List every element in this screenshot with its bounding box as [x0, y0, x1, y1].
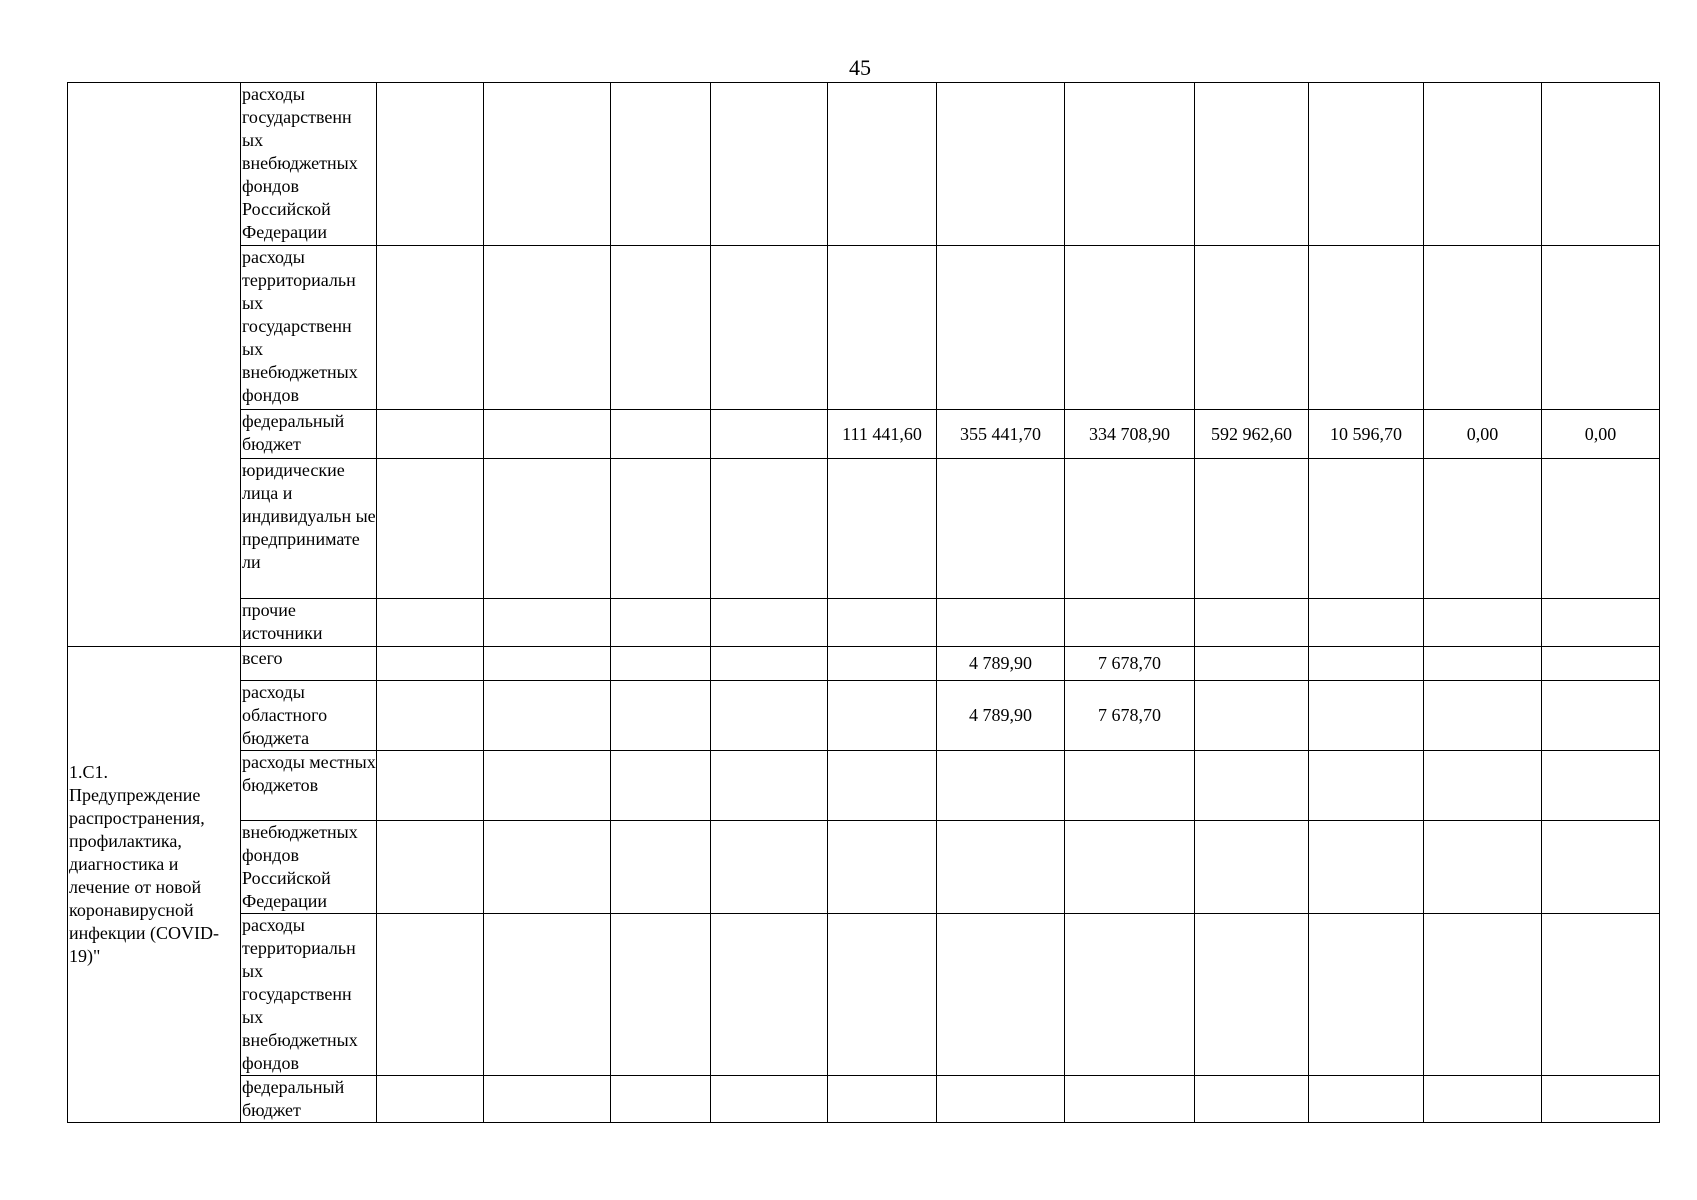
value-cell: [1542, 914, 1660, 1076]
value-cell: [1542, 681, 1660, 751]
table-row: [68, 681, 1660, 751]
value-cell: [828, 599, 937, 647]
value-cell: [1195, 599, 1309, 647]
value-cell: [711, 821, 828, 914]
table-row: [68, 83, 1660, 246]
value-cell: [828, 647, 937, 681]
table-row: [68, 914, 1660, 1076]
value-cell: [1065, 1076, 1195, 1123]
value-cell: [484, 599, 611, 647]
value-cell: [937, 83, 1065, 246]
value-cell: [1424, 1076, 1542, 1123]
value-cell: [1309, 599, 1424, 647]
value-cell: [1065, 246, 1195, 410]
value-cell: [1542, 1076, 1660, 1123]
value-cell: [484, 647, 611, 681]
value-cell: [711, 914, 828, 1076]
value-cell: [937, 914, 1065, 1076]
value-cell: 7 678,70: [1065, 681, 1195, 751]
value-cell: [1424, 83, 1542, 246]
table-row: [68, 459, 1660, 599]
value-cell: [1065, 914, 1195, 1076]
value-cell: [711, 459, 828, 599]
funding-source-cell: расходы территориальн ых государственн ых внебюджетных фондов: [241, 246, 377, 410]
value-cell: [484, 246, 611, 410]
value-cell: [377, 914, 484, 1076]
value-cell: [377, 410, 484, 459]
value-cell: [1424, 599, 1542, 647]
value-cell: [1195, 246, 1309, 410]
value-cell: [611, 1076, 711, 1123]
value-cell: 355 441,70: [937, 410, 1065, 459]
value-cell: [1424, 647, 1542, 681]
value-cell: [1309, 1076, 1424, 1123]
table-row: [68, 751, 1660, 821]
funding-source-cell: федеральный бюджет: [241, 1076, 377, 1123]
value-cell: [1424, 459, 1542, 599]
value-cell: [1309, 914, 1424, 1076]
value-cell: 4 789,90: [937, 681, 1065, 751]
value-cell: [1542, 751, 1660, 821]
value-cell: [484, 410, 611, 459]
value-cell: [611, 914, 711, 1076]
value-cell: [711, 246, 828, 410]
value-cell: 0,00: [1424, 410, 1542, 459]
value-cell: [711, 83, 828, 246]
value-cell: 0,00: [1542, 410, 1660, 459]
value-cell: [484, 459, 611, 599]
value-cell: [1065, 83, 1195, 246]
value-cell: [377, 83, 484, 246]
value-cell: [937, 599, 1065, 647]
budget-table: [67, 82, 1660, 1123]
value-cell: [1542, 599, 1660, 647]
value-cell: [828, 246, 937, 410]
value-cell: [711, 410, 828, 459]
activity-name: 1.C1. Предупреждение распространения, профилактика, диагностика и лечение от новой коронавирусной инфекции (COVID-19)": [69, 762, 220, 966]
value-cell: [828, 681, 937, 751]
value-cell: [937, 246, 1065, 410]
value-cell: 4 789,90: [937, 647, 1065, 681]
value-cell: [377, 246, 484, 410]
value-cell: [711, 599, 828, 647]
value-cell: [377, 681, 484, 751]
activity-name-cell: [68, 83, 241, 647]
value-cell: [1195, 459, 1309, 599]
value-cell: [484, 83, 611, 246]
value-cell: 592 962,60: [1195, 410, 1309, 459]
value-cell: [1195, 751, 1309, 821]
value-cell: [1309, 751, 1424, 821]
value-cell: [711, 751, 828, 821]
table-row: [68, 246, 1660, 410]
value-cell: [828, 821, 937, 914]
funding-source-cell: юридические лица и индивидуальн ые предпринимате ли: [241, 459, 377, 599]
value-cell: [1424, 246, 1542, 410]
value-cell: [1195, 681, 1309, 751]
table-row: [68, 1076, 1660, 1123]
value-cell: [711, 681, 828, 751]
value-cell: [828, 459, 937, 599]
value-cell: 10 596,70: [1309, 410, 1424, 459]
value-cell: [377, 459, 484, 599]
value-cell: [937, 1076, 1065, 1123]
value-cell: [1542, 246, 1660, 410]
value-cell: [1542, 459, 1660, 599]
value-cell: [711, 1076, 828, 1123]
value-cell: [1309, 246, 1424, 410]
value-cell: [828, 83, 937, 246]
funding-source-cell: федеральный бюджет: [241, 410, 377, 459]
value-cell: [484, 681, 611, 751]
value-cell: [611, 459, 711, 599]
value-cell: [1065, 599, 1195, 647]
funding-source-cell: расходы территориальн ых государственн ых внебюджетных фондов: [241, 914, 377, 1076]
table-row: [68, 821, 1660, 914]
value-cell: [1424, 914, 1542, 1076]
value-cell: [1309, 647, 1424, 681]
value-cell: [611, 246, 711, 410]
value-cell: [377, 821, 484, 914]
value-cell: [1424, 751, 1542, 821]
value-cell: [1309, 83, 1424, 246]
value-cell: [1542, 821, 1660, 914]
page-number: 45: [849, 55, 871, 80]
value-cell: [611, 821, 711, 914]
value-cell: [937, 459, 1065, 599]
value-cell: [1195, 647, 1309, 681]
funding-source-cell: внебюджетных фондов Российской Федерации: [241, 821, 377, 914]
table-row: [68, 647, 1660, 681]
value-cell: [1065, 459, 1195, 599]
table-row: [68, 410, 1660, 459]
value-cell: [937, 751, 1065, 821]
value-cell: [1309, 681, 1424, 751]
table-row: [68, 599, 1660, 647]
value-cell: [828, 1076, 937, 1123]
value-cell: [1195, 1076, 1309, 1123]
value-cell: [377, 1076, 484, 1123]
value-cell: [484, 914, 611, 1076]
funding-source-cell: расходы областного бюджета: [241, 681, 377, 751]
value-cell: [611, 599, 711, 647]
value-cell: [1309, 821, 1424, 914]
value-cell: [611, 83, 711, 246]
value-cell: 7 678,70: [1065, 647, 1195, 681]
funding-source-cell: прочие источники: [241, 599, 377, 647]
value-cell: 334 708,90: [1065, 410, 1195, 459]
value-cell: [1195, 821, 1309, 914]
value-cell: [377, 599, 484, 647]
value-cell: [711, 647, 828, 681]
funding-source-cell: расходы местных бюджетов: [241, 751, 377, 821]
value-cell: 111 441,60: [828, 410, 937, 459]
value-cell: [828, 914, 937, 1076]
activity-name-cell: [68, 647, 241, 1123]
value-cell: [484, 821, 611, 914]
value-cell: [1065, 821, 1195, 914]
value-cell: [828, 751, 937, 821]
value-cell: [1542, 83, 1660, 246]
value-cell: [1542, 647, 1660, 681]
value-cell: [937, 821, 1065, 914]
value-cell: [377, 647, 484, 681]
value-cell: [611, 647, 711, 681]
value-cell: [611, 751, 711, 821]
value-cell: [1195, 83, 1309, 246]
value-cell: [611, 681, 711, 751]
value-cell: [377, 751, 484, 821]
value-cell: [1195, 914, 1309, 1076]
value-cell: [611, 410, 711, 459]
funding-source-cell: всего: [241, 647, 377, 681]
value-cell: [1309, 459, 1424, 599]
value-cell: [1424, 821, 1542, 914]
value-cell: [484, 751, 611, 821]
value-cell: [1424, 681, 1542, 751]
funding-source-cell: расходы государственн ых внебюджетных фондов Российской Федерации: [241, 83, 377, 246]
value-cell: [1065, 751, 1195, 821]
value-cell: [484, 1076, 611, 1123]
